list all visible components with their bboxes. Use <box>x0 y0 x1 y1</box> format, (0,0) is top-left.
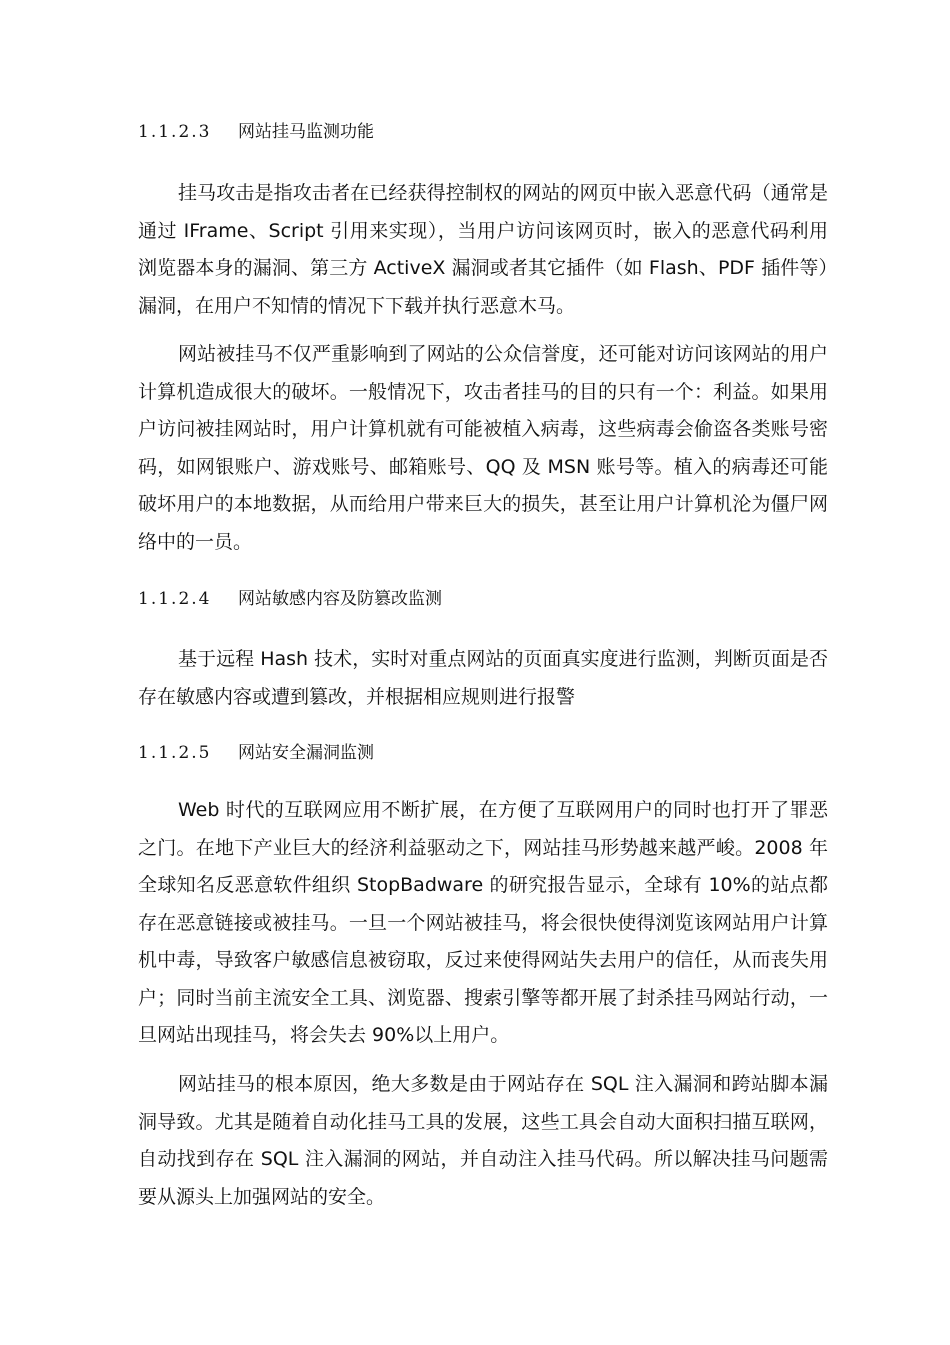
section-number: 1.1.2.4 <box>138 589 212 609</box>
section-number: 1.1.2.5 <box>138 743 212 763</box>
paragraph: 基于远程 Hash 技术，实时对重点网站的页面真实度进行监测，判断页面是否存在敏感内容或遭到篡改，并根据相应规则进行报警 <box>138 648 828 708</box>
section-title: 网站敏感内容及防篡改监测 <box>238 589 442 609</box>
section-heading-1-1-2-3 <box>138 121 374 143</box>
paragraph: Web 时代的互联网应用不断扩展，在方便了互联网用户的同时也打开了罪恶之门。在地下产业巨大的经济利益驱动之下，网站挂马形势越来越严峻。2008 年全球知名反恶意软件组织 StopBadware 的研究报告显示，全球有 10%的站点都存在恶意链接或被挂马。一旦一个网站被挂马，将会很快使得浏览该网站用户计算机中毒，导致客户敏感信息被窃取，反过来使得网站失去用户的信任，从而丧失用户；同时当前主流安全工具、浏览器、搜索引擎等都开展了封杀挂马网站行动，一旦网站出现挂马，将会失去 90%以上用户。 <box>138 799 828 1046</box>
section-number: 1.1.2.3 <box>138 122 212 142</box>
paragraph: 网站被挂马不仅严重影响到了网站的公众信誉度，还可能对访问该网站的用户计算机造成很大的破坏。一般情况下，攻击者挂马的目的只有一个：利益。如果用户访问被挂网站时，用户计算机就有可能被植入病毒，这些病毒会偷盗各类账号密码，如网银账户、游戏账号、邮箱账号、QQ 及 MSN 账号等。植入的病毒还可能破坏用户的本地数据，从而给用户带来巨大的损失，甚至让用户计算机沦为僵尸网络中的一员。 <box>138 343 828 553</box>
section-title: 网站安全漏洞监测 <box>238 743 374 763</box>
paragraph: 网站挂马的根本原因，绝大多数是由于网站存在 SQL 注入漏洞和跨站脚本漏洞导致。尤其是随着自动化挂马工具的发展，这些工具会自动大面积扫描互联网，自动找到存在 SQL 注入漏洞的网站，并自动注入挂马代码。所以解决挂马问题需要从源头上加强网站的安全。 <box>138 1073 828 1208</box>
section-heading-1-1-2-5 <box>138 742 374 764</box>
paragraph: 挂马攻击是指攻击者在已经获得控制权的网站的网页中嵌入恶意代码（通常是通过 IFrame、Script 引用来实现），当用户访问该网页时，嵌入的恶意代码利用浏览器本身的漏洞、第三方 ActiveX 漏洞或者其它插件（如 Flash、PDF 插件等）漏洞，在用户不知情的情况下下载并执行恶意木马。 <box>138 182 828 317</box>
section-title: 网站挂马监测功能 <box>238 122 374 142</box>
section-heading-1-1-2-4 <box>138 588 442 610</box>
